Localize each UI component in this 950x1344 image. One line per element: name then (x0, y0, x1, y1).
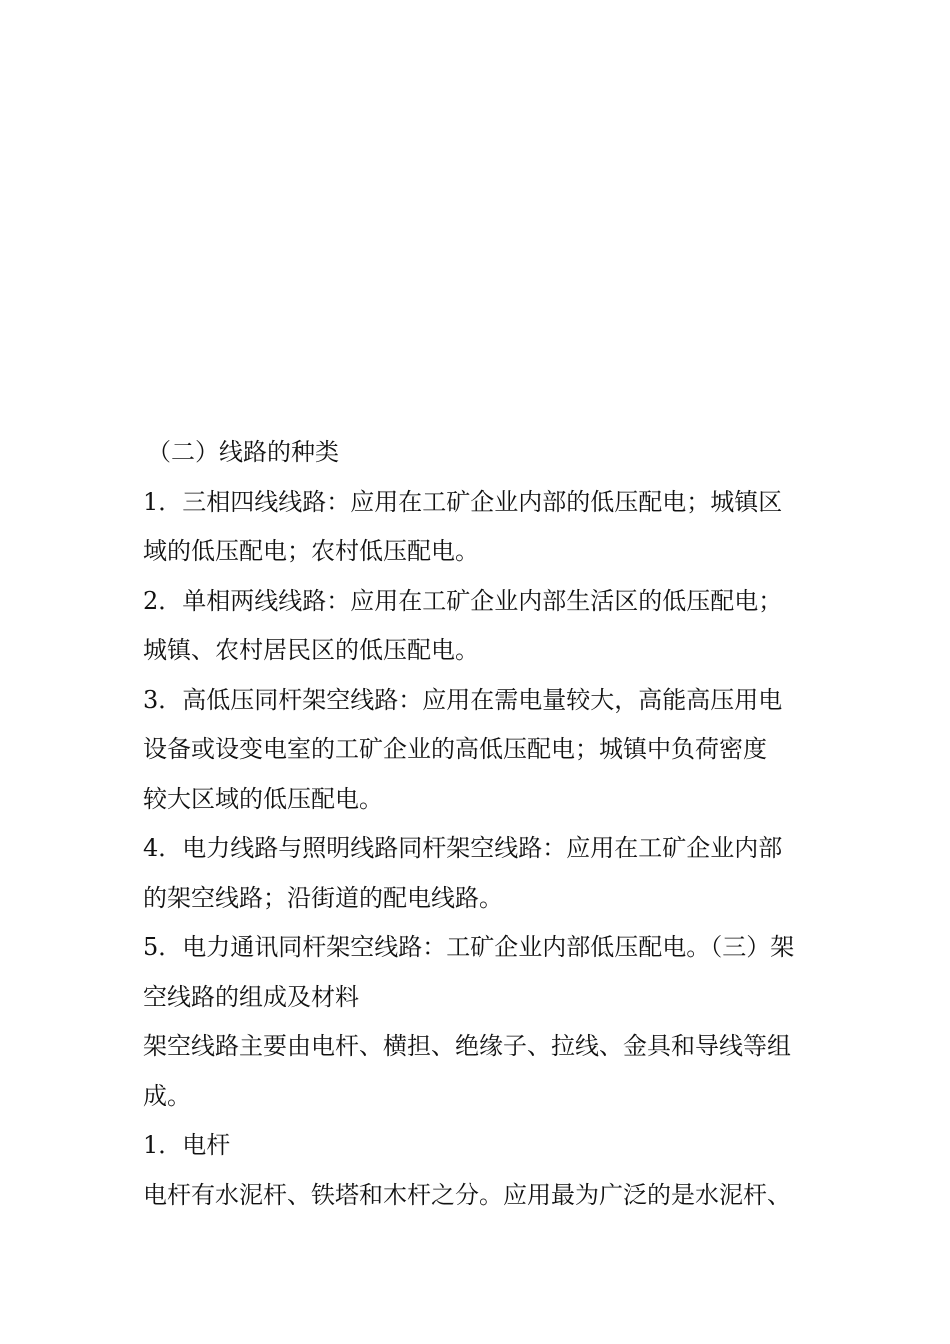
text-line: 4．电力线路与照明线路同杆架空线路：应用在工矿企业内部 (143, 834, 783, 862)
text-line: 较大区域的低压配电。 (143, 784, 383, 813)
section-heading-line-types: （二）线路的种类 (147, 438, 339, 466)
document-body (143, 428, 813, 1220)
text-line: 成。 (143, 1081, 191, 1110)
text-line: 1．三相四线线路：应用在工矿企业内部的低压配电；城镇区 (143, 487, 783, 516)
text-line: 1．电杆 (143, 1131, 231, 1159)
text-line: 的架空线路；沿街道的配电线路。 (143, 883, 503, 912)
text-line: 空线路的组成及材料 (143, 982, 359, 1011)
text-line: 5．电力通讯同杆架空线路：工矿企业内部低压配电。（三）架 (143, 933, 795, 961)
text-line: 2．单相两线线路：应用在工矿企业内部生活区的低压配电； (143, 586, 783, 615)
text-line: 设备或设变电室的工矿企业的高低压配电；城镇中负荷密度 (143, 735, 767, 763)
text-line: 城镇、农村居民区的低压配电。 (143, 636, 479, 664)
text-line: 域的低压配电；农村低压配电。 (143, 537, 479, 565)
text-line: 架空线路主要由电杆、横担、绝缘子、拉线、金具和导线等组 (143, 1032, 791, 1060)
text-line: 3．高低压同杆架空线路：应用在需电量较大，高能高压用电 (143, 685, 783, 714)
text-line: 电杆有水泥杆、铁塔和木杆之分。应用最为广泛的是水泥杆、 (143, 1180, 791, 1209)
